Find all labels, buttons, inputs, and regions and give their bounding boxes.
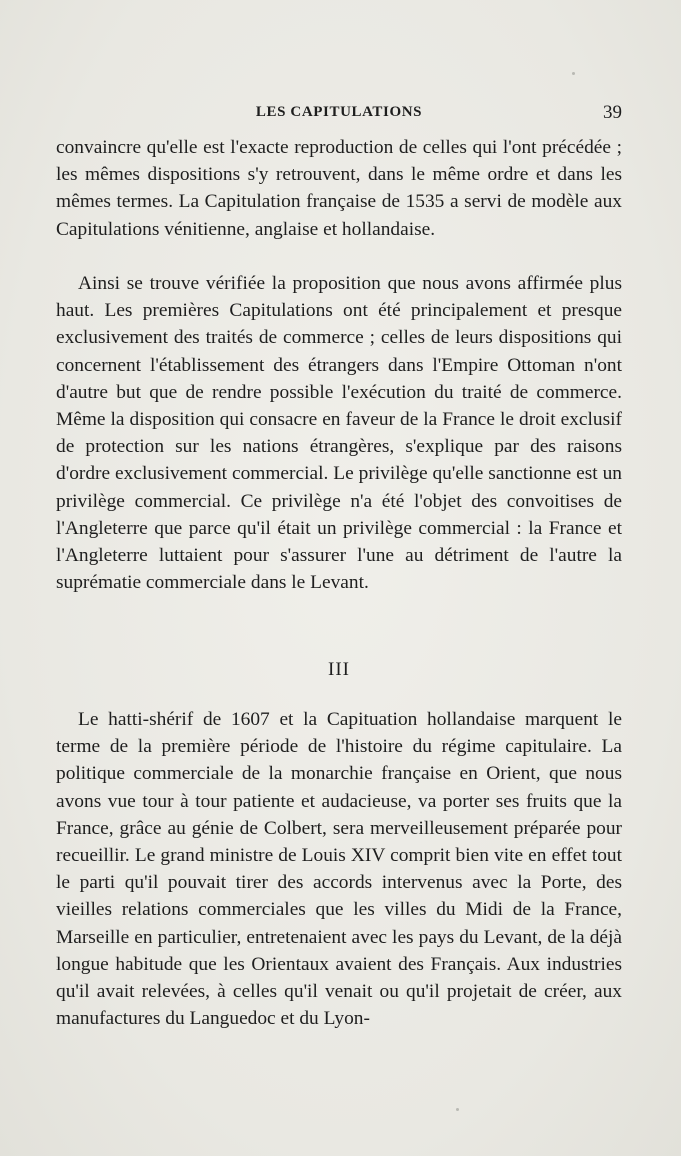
paragraph-continuation bbox=[56, 134, 622, 243]
paragraph-text: Ainsi se trouve vérifiée la proposition que nous avons affirmée plus haut. Les premières Capitulations ont été principalement et presque exclusivement des traités de commerce ; celles de leurs dispositions qui concernent l'établissement des étrangers dans l'Empire Ottoman n'ont d'autre but que de rendre possible l'exécution du traité de commerce. Même la disposition qui consacre en faveur de la France le droit exclusif de protection sur les nations étrangères, s'explique par des raisons d'ordre exclusivement commercial. Le privilège qu'elle sanctionne est un privilège commercial. Ce privilège n'a été l'objet des convoitises de l'Angleterre que parce qu'il était un privilège commercial : la France et l'Angleterre luttaient pour s'assurer l'une au détriment de l'autre la suprématie commerciale dans le Levant. bbox=[56, 273, 622, 594]
page-number: 39 bbox=[603, 102, 622, 123]
paper-speck bbox=[456, 1108, 459, 1111]
paragraph-text: convaincre qu'elle est l'exacte reproduction de celles qui l'ont précédée ; les mêmes dispositions s'y retrouvent, dans le même ordre et dans les mêmes termes. La Capitulation française de 1535 a servi de modèle aux Capitulations vénitienne, anglaise et hollandaise. bbox=[56, 137, 622, 240]
paragraph-ainsi bbox=[56, 270, 622, 596]
paper-speck bbox=[572, 72, 575, 75]
paragraph-hatti-sherif bbox=[56, 706, 622, 1032]
paragraph-text: Le hatti-shérif de 1607 et la Capituation hollandaise marquent le terme de la première période de l'histoire du régime capitulaire. La politique commerciale de la monarchie française en Orient, que nous avons vue tour à tour patiente et audacieuse, va porter ses fruits que la France, grâce au génie de Colbert, sera merveilleusement préparée pour recueillir. Le grand ministre de Louis XIV comprit bien vite en effet tout le parti qu'il pouvait tirer des accords intervenus avec la Porte, des vieilles relations commerciales que les villes du Midi de la France, Marseille en particulier, entretenaient avec les pays du Levant, de la déjà longue habitude que les Orientaux avaient des Français. Aux industries qu'il avait relevées, à celles qu'il venait ou qu'il projetait de créer, aux manufactures du Languedoc et du Lyon- bbox=[56, 709, 622, 1030]
section-heading: III bbox=[328, 659, 350, 680]
running-head bbox=[56, 104, 622, 126]
running-title: LES CAPITULATIONS bbox=[255, 104, 423, 120]
